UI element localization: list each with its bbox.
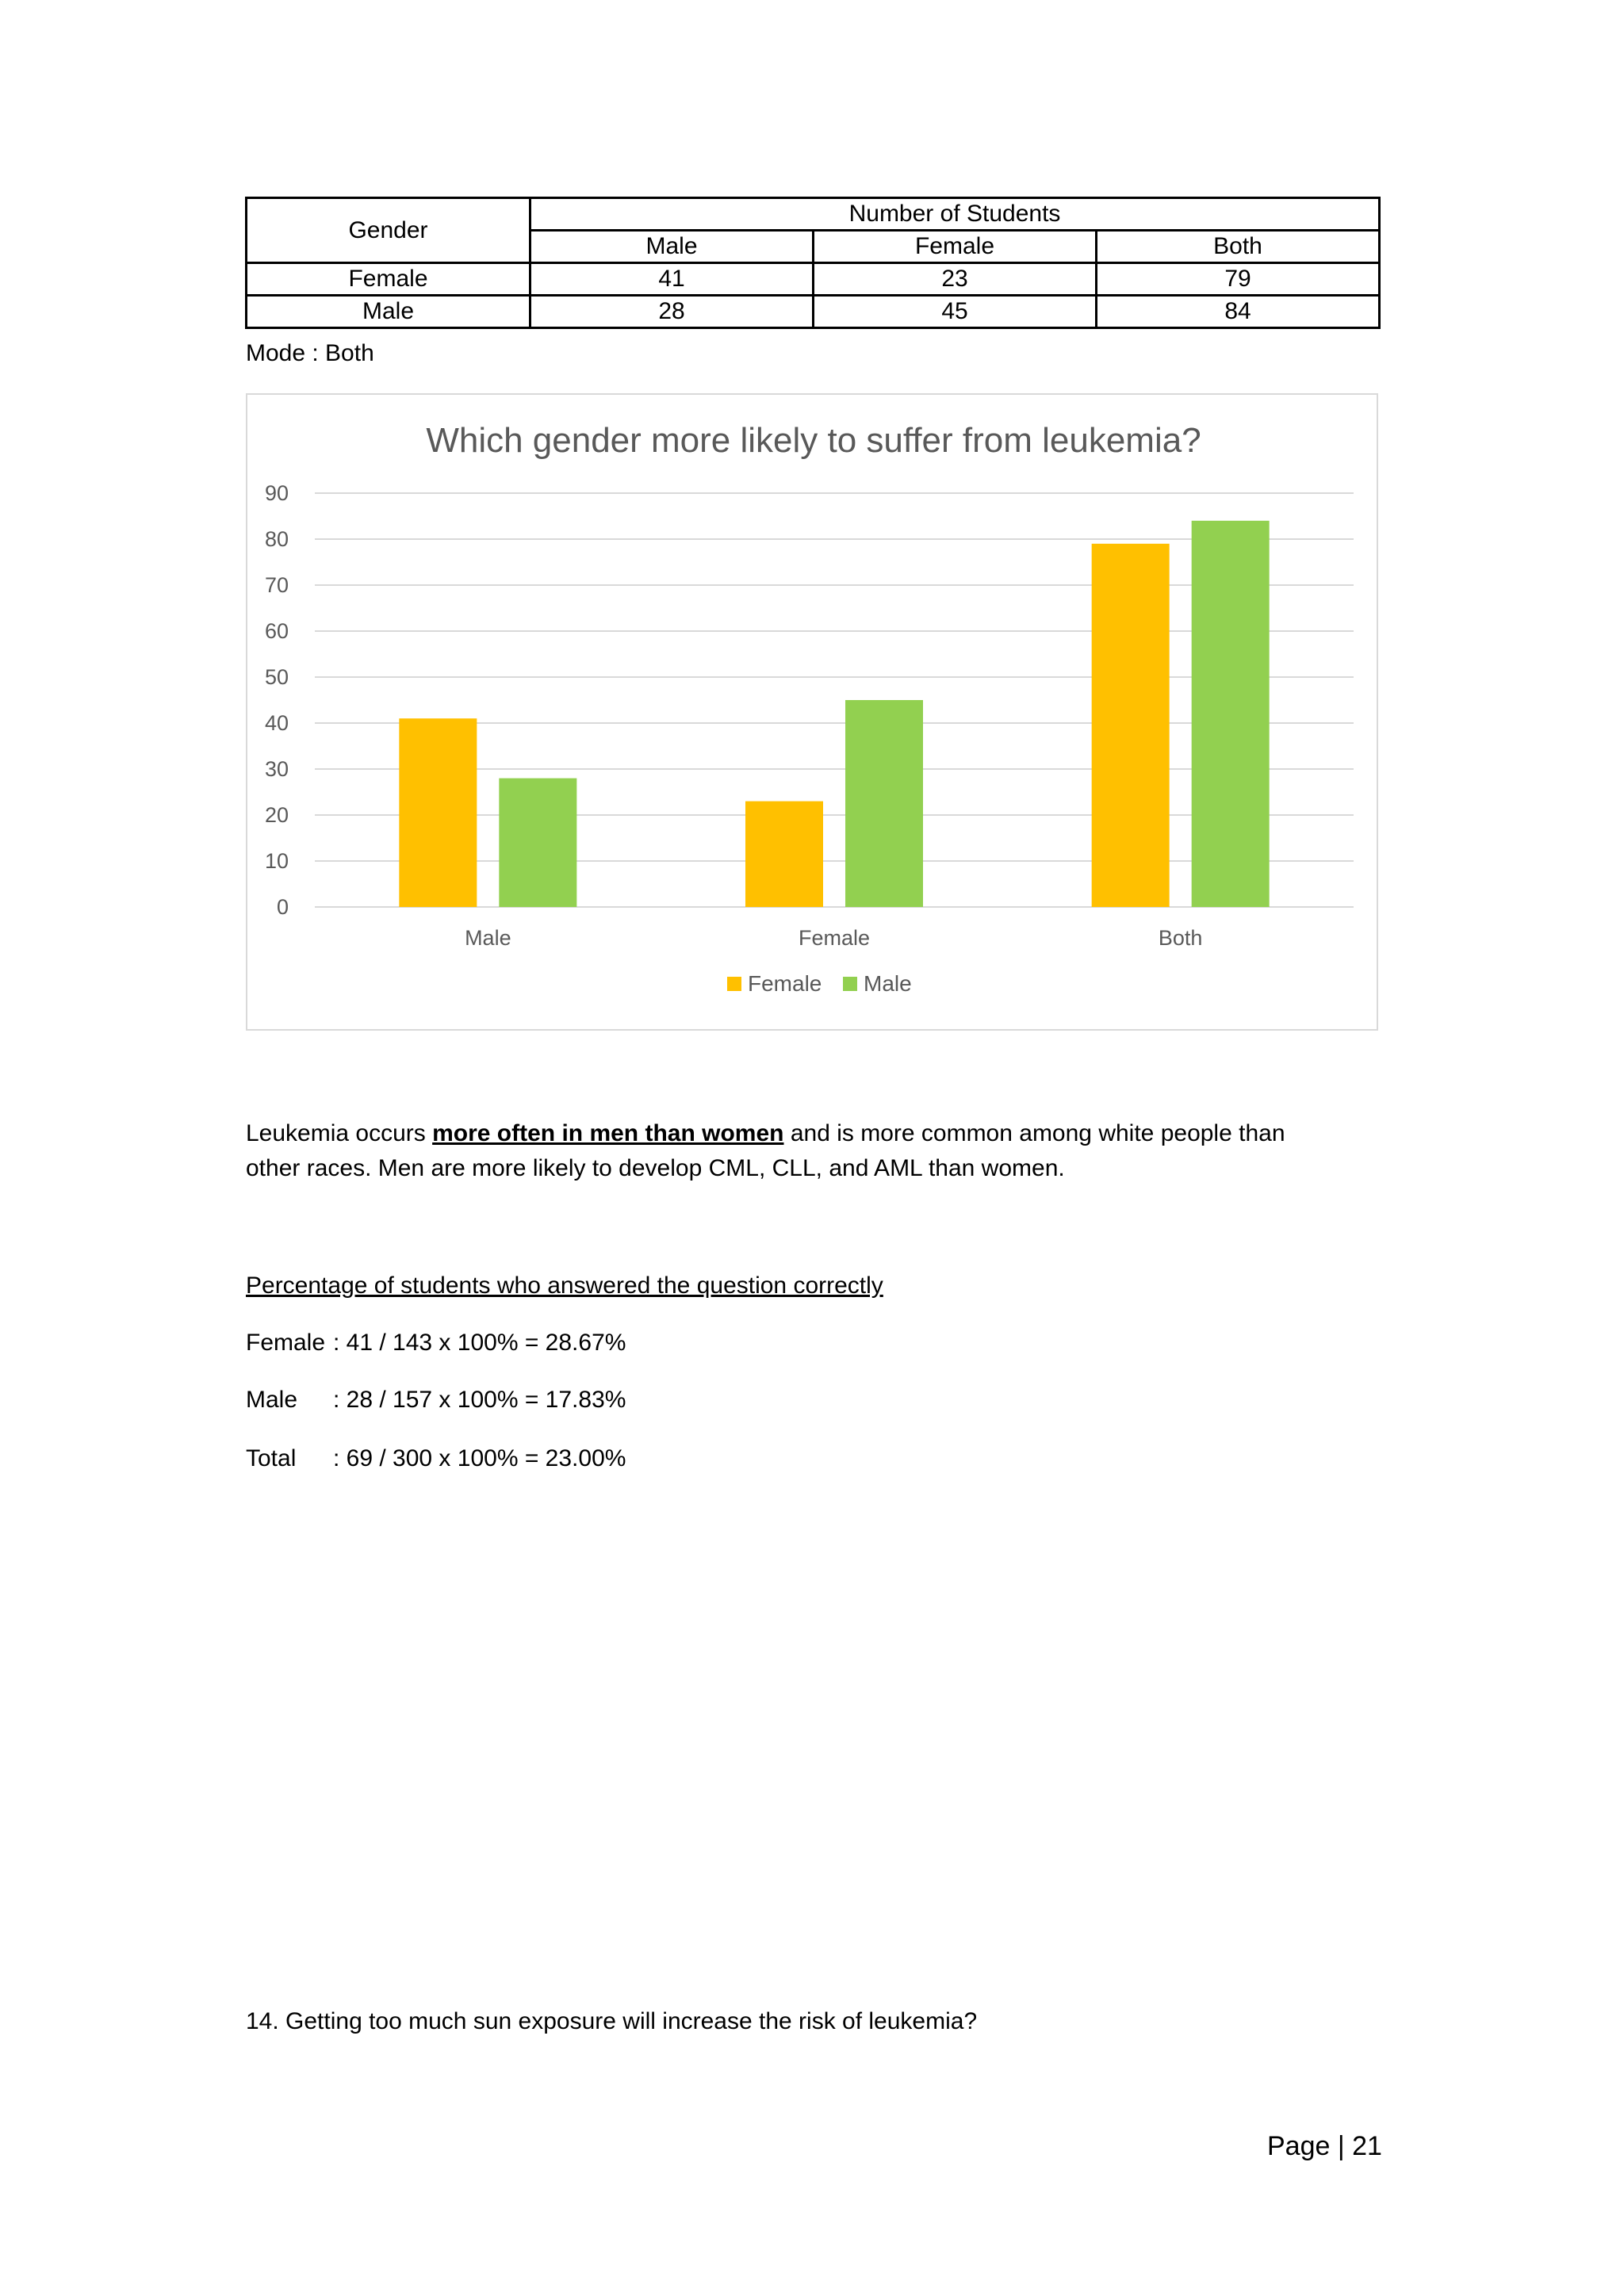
- y-axis-ticks: [265, 481, 289, 919]
- percentage-calc: : 28 / 157 x 100% = 17.83%: [333, 1387, 626, 1413]
- percentage-label: Total: [246, 1445, 297, 1471]
- table-cell: 41: [530, 263, 814, 296]
- y-tick-label: 10: [264, 849, 289, 873]
- percentage-heading: Percentage of students who answered the question correctly: [246, 1272, 883, 1299]
- question-text: 14. Getting too much sun exposure will increase the risk of leukemia?: [246, 2008, 978, 2034]
- table-column-header: Both: [1097, 231, 1380, 263]
- y-tick-label: 0: [276, 895, 289, 919]
- table-cell: 84: [1097, 296, 1380, 328]
- bars: [399, 521, 1269, 907]
- y-tick-label: 70: [264, 573, 289, 597]
- percentage-row: [246, 1384, 626, 1416]
- y-tick-label: 50: [264, 665, 289, 689]
- table-column-header: Female: [814, 231, 1097, 263]
- table-row: [247, 263, 1380, 296]
- table-column-header: Male: [530, 231, 814, 263]
- explanation-paragraph: [246, 1116, 1388, 1186]
- bar-female-both: [1092, 544, 1170, 907]
- bar-female-female: [745, 802, 823, 907]
- percentage-calc: : 41 / 143 x 100% = 28.67%: [333, 1330, 626, 1356]
- student-count-table: [245, 197, 1381, 329]
- y-tick-label: 90: [264, 481, 289, 505]
- table-group-header: Number of Students: [530, 198, 1380, 231]
- legend-swatch: [727, 977, 741, 991]
- percentage-calc: : 69 / 300 x 100% = 23.00%: [333, 1445, 626, 1471]
- percentage-row: [246, 1443, 626, 1475]
- table-cell: 28: [530, 296, 814, 328]
- paragraph-text: Leukemia occurs: [246, 1120, 433, 1146]
- mode-note: Mode : Both: [246, 340, 374, 366]
- percentage-label: Female: [246, 1330, 326, 1356]
- bar-male-female: [845, 700, 923, 907]
- y-tick-label: 20: [264, 803, 289, 827]
- x-tick-label: Male: [465, 926, 511, 950]
- paragraph-text: and is more common among white people than: [783, 1120, 1285, 1146]
- table-cell: 45: [814, 296, 1097, 328]
- bar-female-male: [399, 718, 477, 907]
- page-number: Page | 21: [1267, 2131, 1382, 2161]
- percentage-label: Male: [246, 1387, 298, 1413]
- bar-chart: [246, 393, 1378, 1031]
- table-row-header: Gender: [247, 198, 530, 263]
- table-cell: 79: [1097, 263, 1380, 296]
- y-tick-label: 80: [264, 527, 289, 551]
- y-tick-label: 30: [264, 757, 289, 781]
- y-tick-label: 60: [264, 619, 289, 643]
- legend-label: Male: [864, 971, 912, 996]
- table-row-label: Male: [247, 296, 530, 328]
- y-tick-label: 40: [264, 711, 289, 735]
- chart-canvas: [247, 395, 1377, 1029]
- table-row: [247, 296, 1380, 328]
- bar-male-both: [1192, 521, 1270, 907]
- table-row-label: Female: [247, 263, 530, 296]
- x-tick-label: Both: [1158, 926, 1203, 950]
- legend-label: Female: [748, 971, 822, 996]
- bar-male-male: [499, 779, 576, 907]
- legend-swatch: [843, 977, 857, 991]
- chart-legend: [727, 971, 912, 996]
- x-axis-ticks: [465, 926, 1202, 950]
- paragraph-emphasis: more often in men than women: [432, 1120, 784, 1146]
- percentage-row: [246, 1327, 626, 1359]
- chart-title: Which gender more likely to suffer from leukemia?: [426, 421, 1201, 460]
- x-tick-label: Female: [798, 926, 871, 950]
- paragraph-line: other races. Men are more likely to develop CML, CLL, and AML than women.: [246, 1155, 1065, 1181]
- table-cell: 23: [814, 263, 1097, 296]
